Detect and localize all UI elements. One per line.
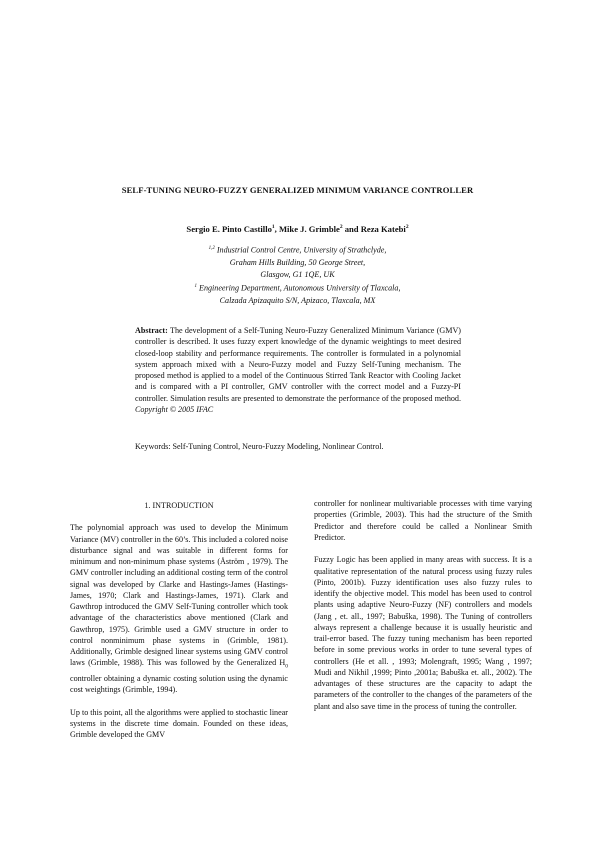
paragraph: Fuzzy Logic has been applied in many areas with success. It is a qualitative representation of the natural process using fuzzy rules (Pinto, 2001b). Fuzzy identification uses also fuzzy rules to identify the objective model. This model has been used to control plants using adaptive Neuro-Fuzzy (NF) controllers and models (Jang , et. all., 1997; Babuška, 1998). The Tuning of controllers always represent a challenge because it is usually heuristic and trail-error based. The fuzzy tuning mechanism has been reported before in some previous works in order to tune several types of controllers (He et all. , 1993; Molengraft, 1995; Wang , 1997; Mudi and Nikhil ,1999; Pinto ,2001a; Babuška et. all., 2002). The advantages of these structures are the capacity to adapt the parameters of the controller to the changes of the parameters of the plant and also save time in the process of tuning the controller. xyxy=(314,555,532,711)
affiliations xyxy=(0,243,595,307)
abstract-text: The development of a Self-Tuning Neuro-Fuzzy Generalized Minimum Variance (GMV) controller is described. It uses fuzzy expert knowledge of the dynamic weightings to meet desired closed-loop stability and performance requirements. The controller is formulated in a polynomial system approach mixed with a Neuro-Fuzzy model and Fuzzy Self-Tuning mechanism. The proposed method is applied to a model of the Continuous Stirred Tank Reactor with Cooling Jacket and is compared with a PI controller, GMV controller with the correct model and a Fuzzy-PI controller. Simulation results are presented to demonstrate the performance of the proposed method. xyxy=(135,326,461,403)
author-affiliation-mark: 2 xyxy=(405,224,409,231)
author-name: Sergio E. Pinto Castillo xyxy=(186,224,272,234)
author-name: Mike J. Grimble xyxy=(278,224,340,234)
author-affiliation-mark: 1 xyxy=(271,224,275,231)
affiliation-mark: 1 xyxy=(194,284,197,290)
author-separator: , xyxy=(274,224,279,234)
paragraph xyxy=(70,522,288,695)
affiliation-line xyxy=(0,243,595,257)
author-name: Reza Katebi xyxy=(360,224,406,234)
subscript: 0 xyxy=(285,663,288,670)
author-affiliation-mark: 2 xyxy=(339,224,343,231)
abstract xyxy=(135,325,461,415)
right-column xyxy=(314,498,532,712)
affiliation-text: Engineering Department, Autonomous University of Tlaxcala, xyxy=(196,283,401,293)
paper-title: SELF-TUNING NEURO-FUZZY GENERALIZED MINIMUM VARIANCE CONTROLLER xyxy=(121,185,474,195)
paragraph-text: controller obtaining a dynamic costing solution using the dynamic cost weightings (Grimble, 1994). xyxy=(70,674,288,695)
section-heading: 1. INTRODUCTION xyxy=(144,501,214,510)
author-list xyxy=(0,224,595,234)
paragraph: controller for nonlinear multivariable processes with time varying properties (Grimble, 2003). This had the structure of the Smith Predictor and therefore could be called a Nonlinear Smith Predictor. xyxy=(314,499,532,542)
paragraph: Up to this point, all the algorithms were applied to stochastic linear systems in the discrete time domain. Founded on these ideas, Grimble developed the GMV xyxy=(70,707,288,740)
abstract-label: Abstract: xyxy=(135,326,168,335)
paragraph-text: The polynomial approach was used to develop the Minimum Variance (MV) controller in the 60’s. This included a colored noise disturbance signal and was suitable in different forms for minimum and non-minimum phase systems (Åström , 1979). The GMV controller including an additional costing term of the control signal was developed by Clarke and Hastings-James (Hastings-James, 1970; Clark and Hastings-James, 1971). Clark and Gawthrop introduced the GMV Self-Tuning controller which took advantage of the characteristics above mentioned (Clark and Gawthrop, 1975). Grimble used a GMV structure in order to control nonminimum phase systems in (Grimble, 1981). Additionally, Grimble designed linear systems using GMV control laws (Grimble, 1988). This was followed by the Generalized H xyxy=(70,523,288,668)
author-separator: and xyxy=(342,224,361,234)
affiliation-line: Calzada Apizaquito S/N, Apizaco, Tlaxcala, MX xyxy=(219,296,376,306)
keywords: Keywords: Self-Tuning Control, Neuro-Fuzzy Modeling, Nonlinear Control. xyxy=(135,442,384,451)
affiliation-line xyxy=(0,281,595,295)
copyright-notice: Copyright © 2005 IFAC xyxy=(135,405,214,415)
affiliation-text: Industrial Control Centre, University of Strathclyde, xyxy=(214,245,387,255)
affiliation-line: Glasgow, G1 1QE, UK xyxy=(260,270,335,280)
affiliation-line: Graham Hills Building, 50 George Street, xyxy=(229,257,366,267)
affiliation-mark: 1,2 xyxy=(208,246,215,251)
left-column xyxy=(70,500,288,741)
